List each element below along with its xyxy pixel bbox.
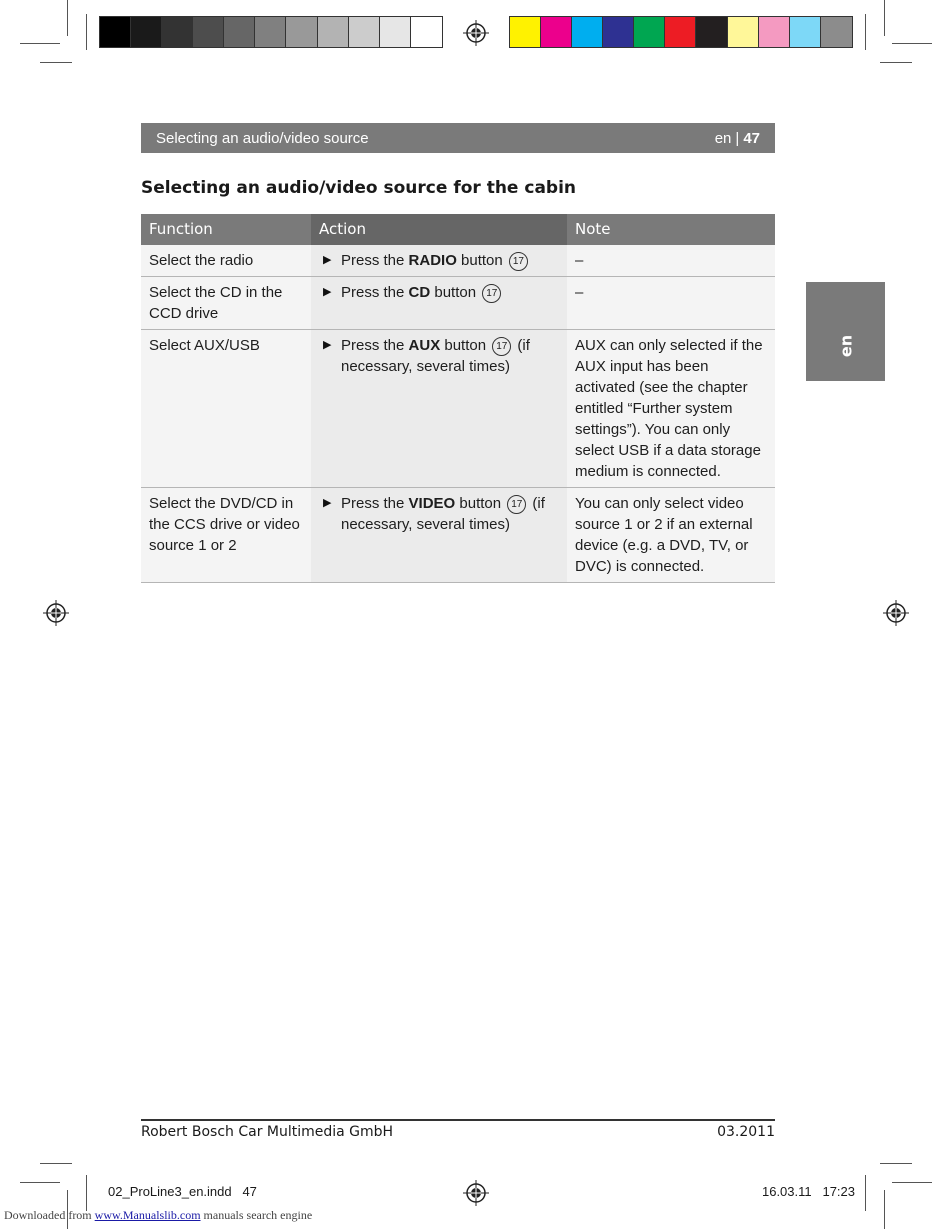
calibration-swatch: [318, 17, 349, 47]
action-cell: [311, 488, 567, 583]
function-cell: Select the radio: [141, 245, 311, 277]
calibration-swatch: [255, 17, 286, 47]
footer-date: 03.2011: [717, 1124, 775, 1140]
function-cell: Select AUX/USB: [141, 330, 311, 488]
action-tail: (if necessary, several times): [341, 495, 545, 533]
bullet-triangle-icon: ▶: [323, 497, 332, 509]
header-section-title: Selecting an audio/video source: [156, 129, 369, 147]
crop-mark: [67, 0, 68, 36]
calibration-swatch: [224, 17, 255, 47]
calibration-swatch: [821, 17, 852, 47]
action-cell: [311, 277, 567, 330]
bullet-triangle-icon: ▶: [323, 254, 332, 266]
reference-number-badge: 17: [509, 252, 528, 271]
calibration-swatch: [100, 17, 131, 47]
action-tail: (if necessary, several times): [341, 337, 530, 375]
registration-mark-icon: [883, 600, 909, 626]
registration-mark-icon: [463, 20, 489, 46]
reference-number-badge: 17: [492, 337, 511, 356]
action-prefix: Press the: [341, 252, 409, 269]
download-note-suffix: manuals search engine: [200, 1208, 313, 1222]
calibration-swatch: [665, 17, 696, 47]
calibration-swatch: [286, 17, 317, 47]
crop-mark: [40, 1163, 72, 1164]
print-slug-timestamp: 16.03.11 17:23: [761, 1184, 855, 1199]
action-text: [341, 250, 530, 271]
registration-mark-icon: [43, 600, 69, 626]
footer-divider: [141, 1119, 775, 1121]
side-tab-label: en: [836, 334, 856, 358]
crop-mark: [20, 1182, 60, 1183]
note-cell: AUX can only selected if the AUX input has been activated (see the chapter entitled “Further system settings”). You can only select USB if a data storage medium is connected.: [567, 330, 775, 488]
calibration-swatch: [759, 17, 790, 47]
button-name: CD: [408, 284, 431, 301]
reference-number-badge: 17: [482, 284, 501, 303]
action-cell: [311, 245, 567, 277]
action-prefix: Press the: [341, 495, 409, 512]
crop-mark: [20, 43, 60, 44]
registration-mark-icon: [463, 1180, 489, 1206]
crop-mark: [884, 0, 885, 36]
source-selection-table: [141, 214, 775, 583]
page-number: 47: [743, 129, 760, 147]
calibration-swatch: [380, 17, 411, 47]
calibration-swatch: [411, 17, 442, 47]
crop-mark: [892, 1182, 932, 1183]
download-note: [4, 1208, 312, 1223]
color-calibration-bar: [509, 16, 853, 48]
table-row: [141, 245, 775, 277]
section-heading: Selecting an audio/video source for the cabin: [141, 178, 577, 198]
note-cell: –: [567, 245, 775, 277]
action-suffix: button: [456, 252, 503, 269]
function-cell: Select the DVD/CD in the CCS drive or video source 1 or 2: [141, 488, 311, 583]
calibration-swatch: [790, 17, 821, 47]
action-cell: [311, 330, 567, 488]
bullet-triangle-icon: ▶: [323, 339, 332, 351]
calibration-swatch: [541, 17, 572, 47]
crop-mark: [880, 62, 912, 63]
calibration-swatch: [572, 17, 603, 47]
calibration-swatch: [603, 17, 634, 47]
table-row: [141, 488, 775, 583]
note-cell: –: [567, 277, 775, 330]
bullet-triangle-icon: ▶: [323, 286, 332, 298]
header-page-ref: en | 47: [714, 129, 760, 147]
action-suffix: button: [455, 495, 502, 512]
table-row: [141, 277, 775, 330]
calibration-swatch: [510, 17, 541, 47]
crop-mark: [40, 62, 72, 63]
crop-mark: [86, 1175, 87, 1211]
action-prefix: Press the: [341, 284, 409, 301]
calibration-swatch: [728, 17, 759, 47]
reference-number-badge: 17: [507, 495, 526, 514]
footer-company: Robert Bosch Car Multimedia GmbH: [141, 1124, 394, 1140]
calibration-swatch: [696, 17, 727, 47]
header-language: en: [714, 129, 732, 147]
running-header: [141, 123, 775, 153]
table-row: [141, 330, 775, 488]
crop-mark: [892, 43, 932, 44]
manualslib-link[interactable]: www.Manualslib.com: [94, 1208, 201, 1222]
button-name: RADIO: [408, 252, 457, 269]
crop-mark: [865, 14, 866, 50]
crop-mark: [865, 1175, 866, 1211]
action-text: [341, 493, 559, 535]
calibration-swatch: [193, 17, 224, 47]
download-note-prefix: Downloaded from: [4, 1208, 95, 1222]
crop-mark: [86, 14, 87, 50]
action-prefix: Press the: [341, 337, 409, 354]
action-text: [341, 282, 503, 303]
column-header-action: Action: [311, 214, 567, 245]
crop-mark: [884, 1190, 885, 1229]
column-header-function: Function: [141, 214, 311, 245]
action-suffix: button: [430, 284, 477, 301]
function-cell: Select the CD in the CCD drive: [141, 277, 311, 330]
calibration-swatch: [162, 17, 193, 47]
calibration-swatch: [349, 17, 380, 47]
calibration-swatch: [131, 17, 162, 47]
button-name: AUX: [408, 337, 441, 354]
language-side-tab: [806, 282, 885, 381]
action-suffix: button: [440, 337, 487, 354]
note-cell: You can only select video source 1 or 2 if an external device (e.g. a DVD, TV, or DVC) is connected.: [567, 488, 775, 583]
calibration-swatch: [634, 17, 665, 47]
grayscale-calibration-bar: [99, 16, 443, 48]
column-header-note: Note: [567, 214, 775, 245]
crop-mark: [880, 1163, 912, 1164]
button-name: VIDEO: [408, 495, 456, 512]
print-slug-file: 02_ProLine3_en.indd 47: [108, 1184, 257, 1199]
table-header-row: [141, 214, 775, 245]
action-text: [341, 335, 559, 377]
